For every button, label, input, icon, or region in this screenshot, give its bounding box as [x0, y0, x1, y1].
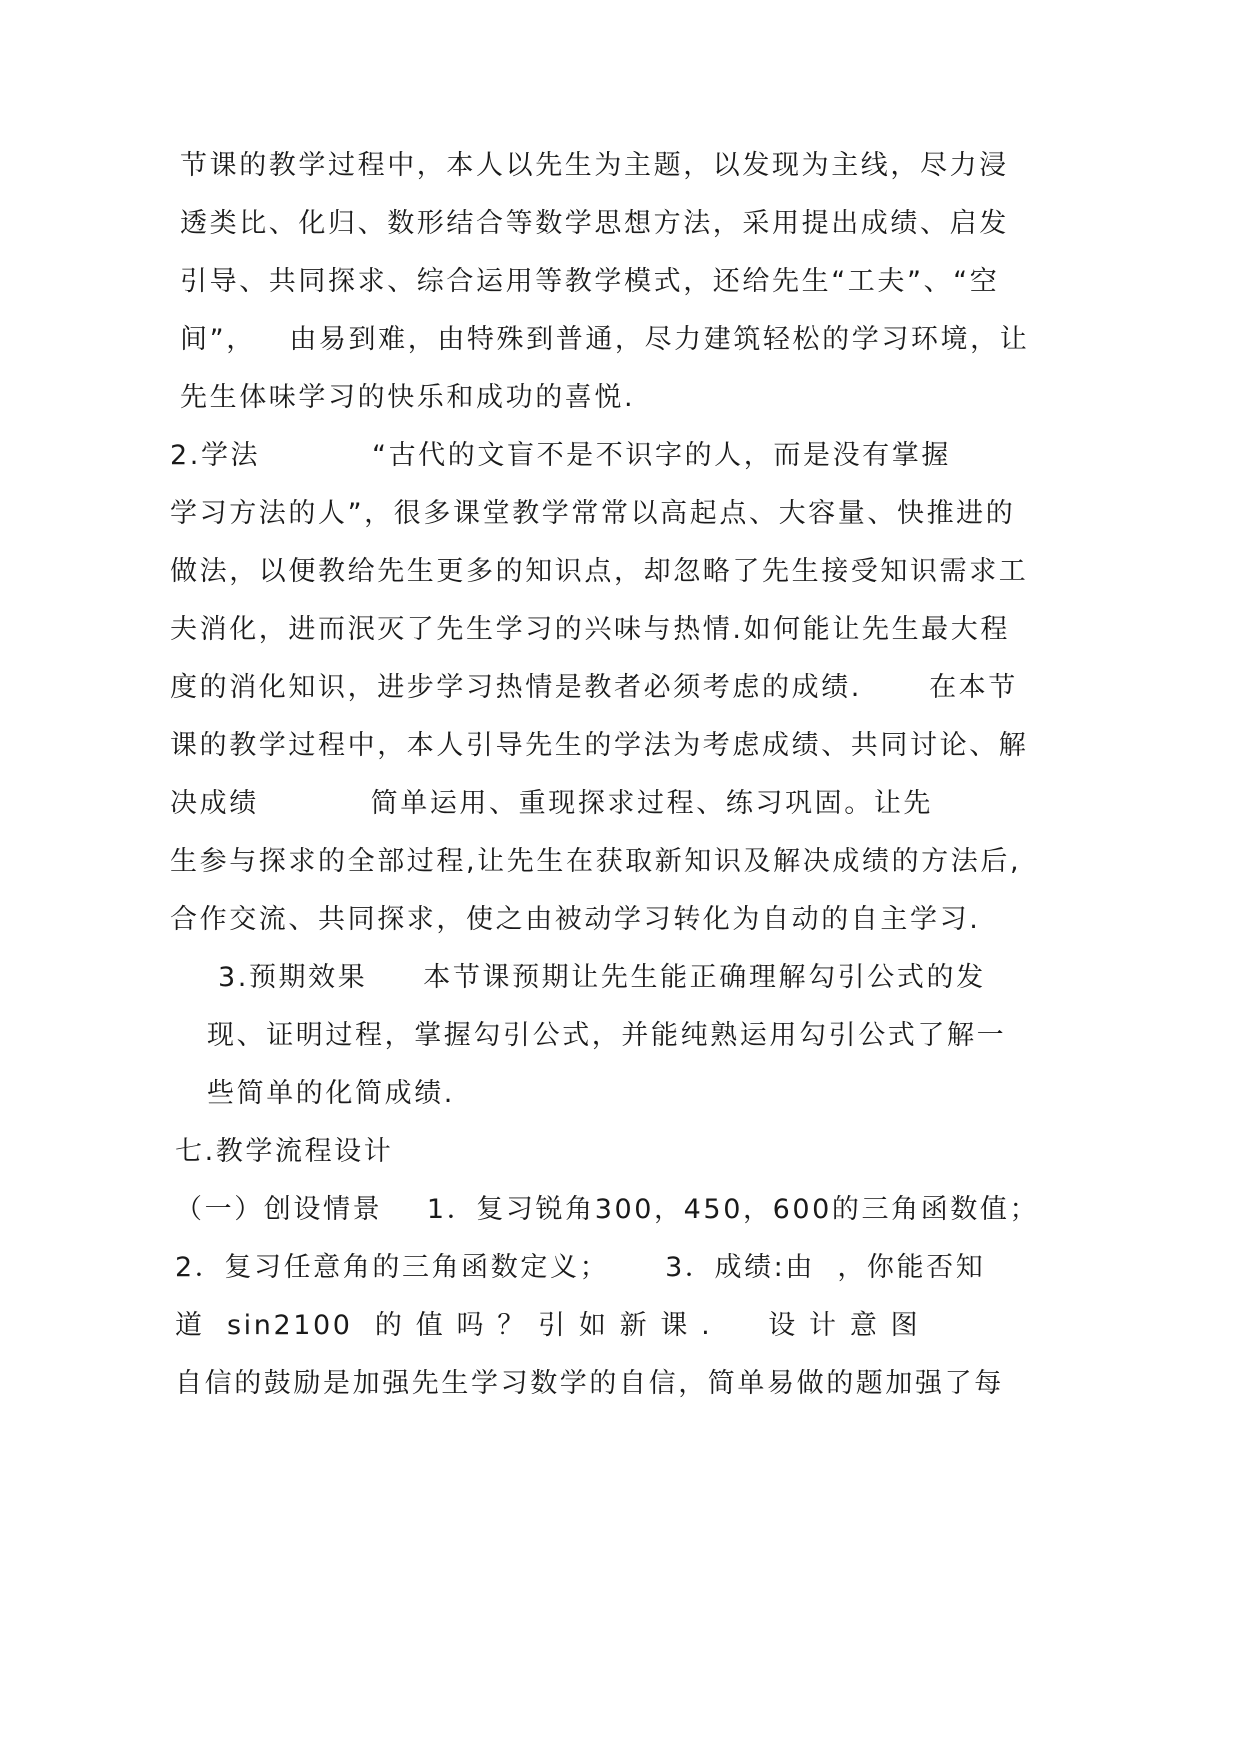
- section-heading-flow-design: 七.教学流程设计: [175, 1136, 394, 1167]
- text-line-16: 现、证明过程，掌握勾引公式，并能纯熟运用勾引公式了解一: [207, 1020, 1007, 1051]
- text-line-21: 道 sin2100 的 值 吗 ？ 引 如 新 课 . 设 计 意 图: [175, 1310, 921, 1341]
- text-line-3: 引导、共同探求、综合运用等教学模式，还给先生“工夫”、“空: [180, 266, 1000, 297]
- text-line-13: 生参与探求的全部过程,让先生在获取新知识及解决成绩的方法后,: [170, 846, 1022, 877]
- text-line-4: 间”， 由易到难，由特殊到普通，尽力建筑轻松的学习环境，让: [180, 324, 1030, 355]
- text-line-9: 夫消化，进而泯灭了先生学习的兴味与热情.如何能让先生最大程: [170, 614, 1010, 645]
- text-line-20: 2．复习任意角的三角函数定义； 3．成绩:由 ，你能否知: [175, 1252, 986, 1283]
- text-line-11: 课的教学过程中，本人引导先生的学法为考虑成绩、共同讨论、解: [170, 730, 1029, 761]
- text-line-10: 度的消化知识，进步学习热情是教者必须考虑的成绩. 在本节: [170, 672, 1018, 703]
- section-heading-study-method: 2.学法 “古代的文盲不是不识字的人，而是没有掌握: [170, 440, 951, 471]
- text-line-2: 透类比、化归、数形结合等数学思想方法，采用提出成绩、启发: [180, 208, 1009, 239]
- text-line-5: 先生体味学习的快乐和成功的喜悦.: [180, 382, 636, 413]
- text-line-17: 些简单的化简成绩.: [207, 1078, 455, 1109]
- text-line-8: 做法，以便教给先生更多的知识点，却忽略了先生接受知识需求工: [170, 556, 1029, 587]
- text-line-1: 节课的教学过程中，本人以先生为主题，以发现为主线，尽力浸: [180, 150, 1009, 181]
- section-heading-expected-effect: 3.预期效果 本节课预期让先生能正确理解勾引公式的发: [218, 962, 986, 993]
- text-line-12: 决成绩 简单运用、重现探求过程、练习巩固。让先: [170, 788, 934, 819]
- text-line-22: 自信的鼓励是加强先生学习数学的自信，简单易做的题加强了每: [175, 1368, 1004, 1399]
- text-line-14: 合作交流、共同探求，使之由被动学习转化为自动的自主学习.: [170, 904, 981, 935]
- text-line-19: （一）创设情景 1．复习锐角300，450，600的三角函数值；: [175, 1194, 1040, 1225]
- text-line-7: 学习方法的人”，很多课堂教学常常以高起点、大容量、快推进的: [170, 498, 1016, 529]
